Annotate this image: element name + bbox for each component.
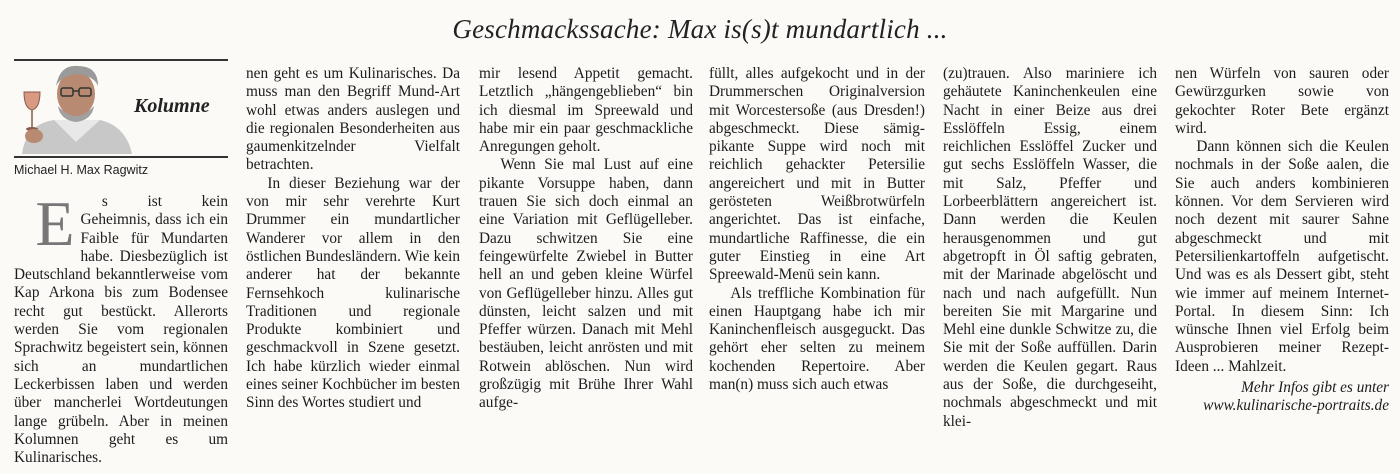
article-headline: Geschmackssache: Max is(s)t mundartlich ... (452, 14, 948, 44)
column-label: Kolumne (134, 95, 210, 117)
author-name: Michael H. Max Ragwitz (14, 163, 149, 177)
paragraph: (zu)trauen. Also mariniere ich gehäutete Kaninchenkeulen eine Nacht in einer Beize aus drei Esslöffeln Essig, einem reichlichen Esslöffel Zucker und gut sechs Esslöffeln Wasser, die mit Salz, Pfeffer und Lorbeerblättern angereichert ist. Dann werden die Keulen herausgenommen und gut abgetropft in Öl saftig gebraten, mit der Marinade abgelöscht und nach und nach aufgefüllt. Nun bereiten Sie mit Margarine und Mehl eine dunkle Schwitze zu, die Sie mit der Soße auffüllen. Darin werden die Keulen gegart. Raus aus der Soße, die durchgeseiht, nochmals abgeschmeckt und mit klei- (943, 65, 1157, 430)
paragraph: mir lesend Appetit gemacht. Letztlich „hängengeblieben“ bin ich diesmal im Spreewald und habe mir ein paar geschmackliche Anregungen geholt. (479, 65, 693, 156)
divider (14, 156, 228, 158)
article-column-2 (246, 65, 460, 413)
paragraph: nen geht es um Kulinarisches. Da muss man den Begriff Mund-Art wohl etwas anders auslegen und die regionalen Besonderheiten aus gaumenkitzelnder Vielfalt betrachten. (246, 65, 460, 174)
article-column-6 (1175, 65, 1389, 416)
paragraph: Als treffliche Kombination für einen Hauptgang habe ich mir Kaninchenfleisch ausgeguckt. Das gehört eher selten zu meinem kochenden Repertoire. Aber man(n) muss sich auch etwas (709, 284, 925, 394)
info-credit: Mehr Infos gibt es unter www.kulinarische-portraits.de (1203, 379, 1389, 415)
author-box (14, 59, 228, 177)
paragraph: füllt, alles aufgekocht und in der Drummerschen Originalversion mit Worcestersoße (aus Dresden!) abgeschmeckt. Diese sämig-pikante Suppe wird noch mit reichlich gehackter Petersilie angereichert und mit in Butter gerösteten Weißbrotwürfeln angerichtet. Das ist einfache, mundartliche Raffinesse, die ein guter Einstieg in eine Art Spreewald-Menü sein kann. (709, 65, 925, 284)
drop-cap: E (35, 188, 75, 259)
article-column-3 (479, 65, 693, 413)
paragraph: Dann können sich die Keulen nochmals in der Soße aalen, die Sie auch anders kombinieren können. Vor dem Servieren wird noch dezent mit saurer Sahne abgeschmeckt und mit Petersilienkartoffeln aufgetischt. Und was es als Dessert gibt, steht wie immer auf meinem Internet-Portal. In diesem Sinn: Ich wünsche Ihnen viel Erfolg beim Ausprobieren meiner Rezept-Ideen ... Mahlzeit. (1175, 138, 1389, 375)
paragraph: nen Würfeln von sauren oder Gewürzgurken sowie von gekochter Roter Bete ergänzt wird. (1175, 65, 1389, 137)
article-column-5 (943, 65, 1157, 431)
article-column-4 (709, 65, 925, 394)
author-photo (14, 62, 228, 154)
paragraph-text: s ist kein Geheimnis, dass ich ein Faible für Mundarten habe. Diesbezüglich ist Deutschland bekanntlerweise vom Kap Arkona bis zum Bodensee recht gut bestückt. Allerorts werden Sie vom regionalen Sprachwitz begeistert sein, können sich an mundartlichen Leckerbissen laben und werden über mancherlei Wortdeutungen lange grübeln. Aber in meinen Kolumnen geht es um Kulinarisches. (14, 193, 228, 467)
paragraph: Wenn Sie mal Lust auf eine pikante Vorsuppe haben, dann trauen Sie sich doch einmal an eine Variation mit Geflügelleber. Dazu schwitzen Sie eine feingewürfelte Zwiebel in Butter hell an und geben kleine Würfel von Geflügelleber hinzu. Alles gut dünsten, leicht salzen und mit Pfeffer würzen. Danach mit Mehl bestäuben, leicht anrösten und mit Rotwein ablöschen. Nun wird großzügig mit Brühe Ihrer Wahl aufge- (479, 156, 693, 412)
divider (14, 59, 228, 61)
paragraph: In dieser Beziehung war der von mir sehr verehrte Kurt Drummer ein mundartlicher Wanderer vor allem in den östlichen Bundesländern. Wie kein anderer hat der bekannte Fernsehkoch kulinarische Traditionen und regionale Produkte kombiniert und geschmackvoll in Szene gesetzt. Ich habe kürzlich wieder einmal eines seiner Kochbücher im besten Sinn des Wortes studiert und (246, 174, 460, 412)
article-column-1 (14, 188, 228, 467)
paragraph (14, 188, 228, 467)
